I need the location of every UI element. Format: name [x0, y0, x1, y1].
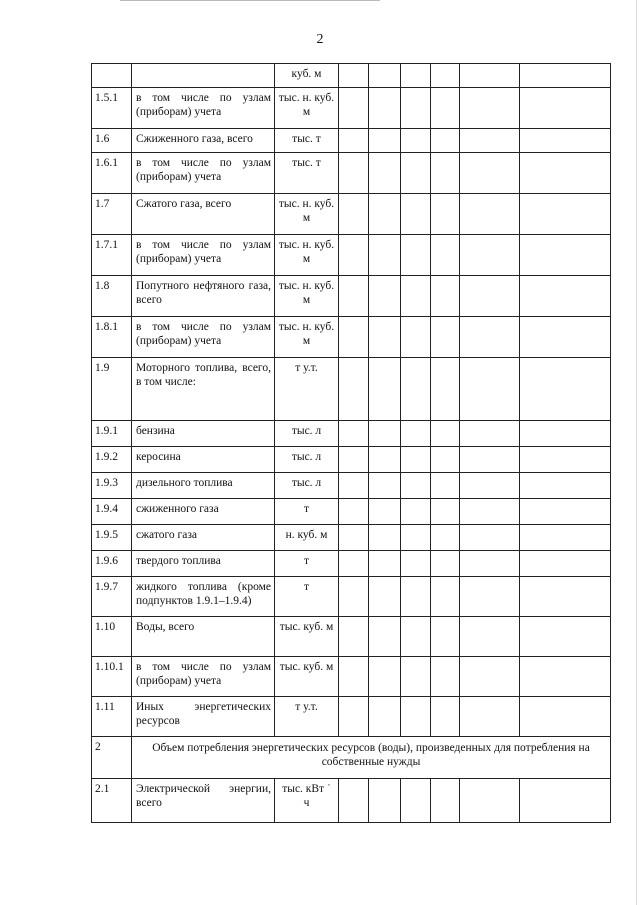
value-cell: [460, 447, 520, 473]
value-cell: [339, 276, 369, 317]
row-name: керосина: [132, 447, 275, 473]
section-title: Объем потребления энергетических ресурсов (воды), произведенных для потребления на собственные нужды: [132, 737, 611, 779]
row-code: 1.9.7: [92, 577, 132, 617]
value-cell: [369, 577, 401, 617]
row-name: твердого топлива: [132, 551, 275, 577]
value-cell: [431, 473, 460, 499]
value-cell: [460, 88, 520, 129]
value-cell: [460, 358, 520, 421]
row-code: 1.6: [92, 129, 132, 153]
value-cell: [339, 235, 369, 276]
table-row: [92, 421, 611, 447]
value-cell: [339, 421, 369, 447]
value-cell: [369, 499, 401, 525]
value-cell: [460, 421, 520, 447]
value-cell: [339, 657, 369, 697]
value-cell: [369, 194, 401, 235]
value-cell: [520, 88, 611, 129]
table-row: [92, 657, 611, 697]
value-cell: [431, 276, 460, 317]
table-row: [92, 473, 611, 499]
value-cell: [401, 153, 431, 194]
value-cell: [431, 153, 460, 194]
value-cell: [401, 194, 431, 235]
row-name: в том числе по узлам (приборам) учета: [132, 657, 275, 697]
value-cell: [431, 235, 460, 276]
value-cell: [369, 88, 401, 129]
value-cell: [520, 64, 611, 88]
value-cell: [401, 88, 431, 129]
value-cell: [339, 64, 369, 88]
value-cell: [369, 421, 401, 447]
value-cell: [369, 779, 401, 823]
value-cell: [369, 317, 401, 358]
value-cell: [520, 525, 611, 551]
row-unit: тыс. н. куб. м: [275, 194, 339, 235]
value-cell: [431, 64, 460, 88]
value-cell: [339, 194, 369, 235]
row-name: сжатого газа: [132, 525, 275, 551]
value-cell: [460, 276, 520, 317]
table-row: [92, 88, 611, 129]
value-cell: [401, 525, 431, 551]
row-unit: тыс. кВт ˙ ч: [275, 779, 339, 823]
row-code: 2: [92, 737, 132, 779]
value-cell: [401, 551, 431, 577]
row-unit: т у.т.: [275, 697, 339, 737]
value-cell: [369, 657, 401, 697]
row-code: 1.9.4: [92, 499, 132, 525]
row-name: Иных энергетических ресурсов: [132, 697, 275, 737]
value-cell: [520, 153, 611, 194]
value-cell: [339, 577, 369, 617]
value-cell: [520, 317, 611, 358]
value-cell: [460, 473, 520, 499]
value-cell: [339, 317, 369, 358]
value-cell: [339, 551, 369, 577]
value-cell: [369, 358, 401, 421]
value-cell: [431, 129, 460, 153]
row-name: жидкого топлива (кроме подпунктов 1.9.1–1.9.4): [132, 577, 275, 617]
row-name: Попутного нефтяного газа, всего: [132, 276, 275, 317]
value-cell: [431, 88, 460, 129]
row-unit: тыс. н. куб. м: [275, 235, 339, 276]
value-cell: [401, 657, 431, 697]
row-unit: тыс. н. куб. м: [275, 88, 339, 129]
value-cell: [401, 779, 431, 823]
value-cell: [339, 617, 369, 657]
row-code: 1.7.1: [92, 235, 132, 276]
value-cell: [460, 129, 520, 153]
table-row: [92, 779, 611, 823]
value-cell: [520, 276, 611, 317]
row-name: Сжатого газа, всего: [132, 194, 275, 235]
value-cell: [401, 317, 431, 358]
row-code: 1.9.3: [92, 473, 132, 499]
value-cell: [401, 617, 431, 657]
value-cell: [460, 235, 520, 276]
value-cell: [520, 657, 611, 697]
value-cell: [460, 551, 520, 577]
table-row: [92, 358, 611, 421]
value-cell: [401, 577, 431, 617]
row-name: дизельного топлива: [132, 473, 275, 499]
value-cell: [520, 358, 611, 421]
row-code: [92, 64, 132, 88]
value-cell: [431, 577, 460, 617]
row-name: в том числе по узлам (приборам) учета: [132, 235, 275, 276]
value-cell: [339, 88, 369, 129]
value-cell: [401, 129, 431, 153]
value-cell: [431, 657, 460, 697]
scan-edge: [636, 0, 637, 905]
value-cell: [339, 525, 369, 551]
row-unit: т: [275, 499, 339, 525]
row-unit: тыс. л: [275, 421, 339, 447]
table-row: [92, 194, 611, 235]
row-name: в том числе по узлам (приборам) учета: [132, 88, 275, 129]
value-cell: [401, 64, 431, 88]
value-cell: [431, 499, 460, 525]
row-unit: тыс. т: [275, 153, 339, 194]
table-row: [92, 317, 611, 358]
value-cell: [369, 235, 401, 276]
value-cell: [401, 499, 431, 525]
table-row: [92, 153, 611, 194]
value-cell: [339, 499, 369, 525]
value-cell: [369, 551, 401, 577]
row-unit: н. куб. м: [275, 525, 339, 551]
row-unit: тыс. т: [275, 129, 339, 153]
value-cell: [460, 577, 520, 617]
row-code: 1.9.5: [92, 525, 132, 551]
value-cell: [431, 779, 460, 823]
row-code: 1.11: [92, 697, 132, 737]
value-cell: [401, 235, 431, 276]
value-cell: [339, 447, 369, 473]
value-cell: [339, 129, 369, 153]
value-cell: [520, 194, 611, 235]
value-cell: [431, 551, 460, 577]
row-unit: тыс. л: [275, 447, 339, 473]
row-code: 2.1: [92, 779, 132, 823]
table-row: [92, 499, 611, 525]
row-name: в том числе по узлам (приборам) учета: [132, 317, 275, 358]
value-cell: [520, 577, 611, 617]
value-cell: [401, 697, 431, 737]
table-row: [92, 551, 611, 577]
value-cell: [369, 64, 401, 88]
value-cell: [369, 129, 401, 153]
row-code: 1.10: [92, 617, 132, 657]
table-row: [92, 276, 611, 317]
value-cell: [520, 697, 611, 737]
table-row: [92, 737, 611, 779]
row-code: 1.9.1: [92, 421, 132, 447]
value-cell: [431, 317, 460, 358]
value-cell: [520, 235, 611, 276]
value-cell: [401, 276, 431, 317]
row-name: Электрической энергии, всего: [132, 779, 275, 823]
value-cell: [431, 358, 460, 421]
value-cell: [431, 697, 460, 737]
row-name: бензина: [132, 421, 275, 447]
value-cell: [401, 473, 431, 499]
row-unit: т у.т.: [275, 358, 339, 421]
row-name: в том числе по узлам (приборам) учета: [132, 153, 275, 194]
value-cell: [369, 617, 401, 657]
row-code: 1.8: [92, 276, 132, 317]
row-unit: тыс. куб. м: [275, 617, 339, 657]
table-row: [92, 235, 611, 276]
value-cell: [339, 779, 369, 823]
row-unit: т: [275, 551, 339, 577]
row-unit: тыс. куб. м: [275, 657, 339, 697]
value-cell: [339, 473, 369, 499]
scan-edge: [120, 0, 380, 1]
value-cell: [431, 421, 460, 447]
value-cell: [520, 129, 611, 153]
value-cell: [460, 64, 520, 88]
page-number: 2: [316, 32, 324, 47]
row-code: 1.7: [92, 194, 132, 235]
value-cell: [431, 525, 460, 551]
row-code: 1.9: [92, 358, 132, 421]
value-cell: [460, 194, 520, 235]
table-row: [92, 617, 611, 657]
energy-resources-table: [91, 63, 611, 823]
value-cell: [520, 499, 611, 525]
value-cell: [369, 525, 401, 551]
value-cell: [369, 276, 401, 317]
value-cell: [431, 447, 460, 473]
row-unit: тыс. н. куб. м: [275, 276, 339, 317]
row-code: 1.5.1: [92, 88, 132, 129]
table-row: [92, 577, 611, 617]
row-code: 1.9.2: [92, 447, 132, 473]
value-cell: [520, 551, 611, 577]
table-row: [92, 129, 611, 153]
value-cell: [369, 447, 401, 473]
value-cell: [460, 525, 520, 551]
value-cell: [339, 697, 369, 737]
value-cell: [460, 153, 520, 194]
row-name: Моторного топлива, всего, в том числе:: [132, 358, 275, 421]
table-row: [92, 697, 611, 737]
value-cell: [401, 421, 431, 447]
value-cell: [460, 657, 520, 697]
value-cell: [339, 153, 369, 194]
value-cell: [369, 697, 401, 737]
row-name: [132, 64, 275, 88]
table-row: [92, 64, 611, 88]
value-cell: [460, 499, 520, 525]
row-name: сжиженного газа: [132, 499, 275, 525]
value-cell: [460, 317, 520, 358]
value-cell: [520, 617, 611, 657]
value-cell: [460, 779, 520, 823]
row-name: Сжиженного газа, всего: [132, 129, 275, 153]
value-cell: [520, 779, 611, 823]
value-cell: [460, 697, 520, 737]
row-name: Воды, всего: [132, 617, 275, 657]
value-cell: [401, 358, 431, 421]
row-code: 1.8.1: [92, 317, 132, 358]
value-cell: [431, 617, 460, 657]
row-code: 1.9.6: [92, 551, 132, 577]
table-row: [92, 525, 611, 551]
row-unit: куб. м: [275, 64, 339, 88]
value-cell: [431, 194, 460, 235]
value-cell: [369, 473, 401, 499]
table-row: [92, 447, 611, 473]
value-cell: [401, 447, 431, 473]
value-cell: [460, 617, 520, 657]
row-code: 1.10.1: [92, 657, 132, 697]
row-unit: тыс. л: [275, 473, 339, 499]
value-cell: [520, 473, 611, 499]
value-cell: [520, 447, 611, 473]
row-unit: тыс. н. куб. м: [275, 317, 339, 358]
row-code: 1.6.1: [92, 153, 132, 194]
value-cell: [339, 358, 369, 421]
value-cell: [520, 421, 611, 447]
row-unit: т: [275, 577, 339, 617]
value-cell: [369, 153, 401, 194]
